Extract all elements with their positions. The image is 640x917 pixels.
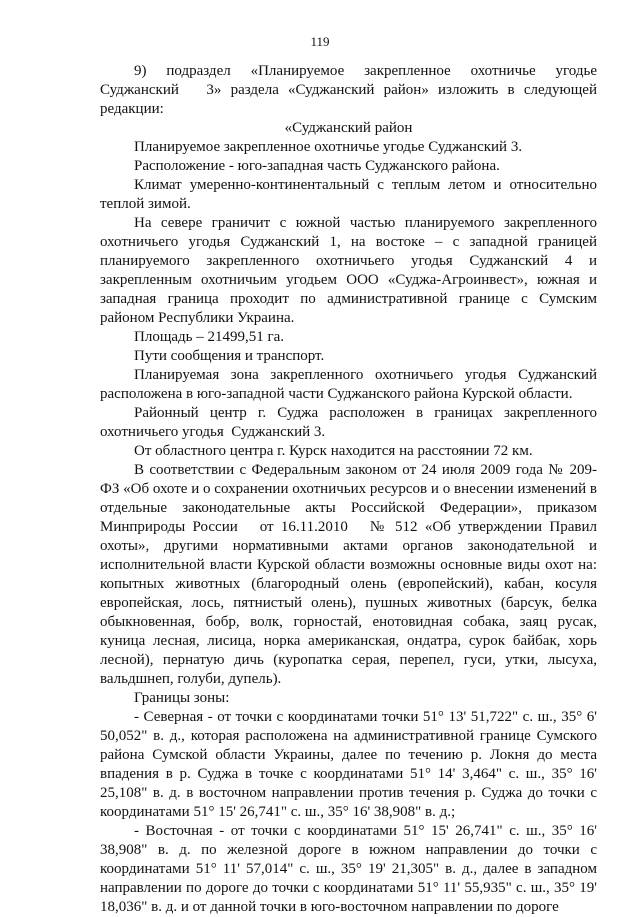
- page-number: 119: [310, 34, 330, 49]
- paragraph: На севере граничит с южной частью планируемого закрепленного охотничьего угодья Суджанский 1, на востоке – с западной границей планируемого закрепленного охотничьего угодья Суджанский 4 и закрепленным охотничьим угодьем ООО «Суджа-Агроинвест», южная и западная граница проходит по административной границе с Сумским районом Республики Украина.: [100, 215, 597, 326]
- paragraph: Климат умеренно-континентальный с теплым летом и относительно теплой зимой.: [100, 177, 597, 212]
- paragraph: Планируемое закрепленное охотничье угодье Суджанский 3.: [134, 139, 523, 155]
- paragraph: От областного центра г. Курск находится на расстоянии 72 км.: [134, 443, 533, 459]
- paragraph: 9) подраздел «Планируемое закрепленное охотничье угодье Суджанский 3» раздела «Суджанский район» изложить в следующей редакции:: [100, 63, 597, 117]
- paragraph: Пути сообщения и транспорт.: [134, 348, 325, 364]
- paragraph: Расположение - юго-западная часть Суджанского района.: [134, 158, 500, 174]
- paragraph: - Восточная - от точки с координатами 51° 15' 26,741" с. ш., 35° 16' 38,908" в. д. по железной дороге в южном направлении до точки с координатами 51° 11' 57,014" с. ш., 35° 19' 21,305" в. д., далее в западном направлении по дороге до точки с координатами 51° 11' 55,935" с. ш., 35° 19' 18,036" в. д. и от данной точки в юго-восточном направлении по дороге: [100, 823, 597, 915]
- paragraph: - Северная - от точки с координатами точки 51° 13' 51,722" с. ш., 35° 6' 50,052" в. д., которая расположена на административной границе Сумского района Сумской области Украины, далее по течению р. Локня до места впадения в р. Суджа в точке с координатами 51° 14' 3,464" с. ш., 35° 16' 25,108" в. д. в восточном направлении против течения р. Суджа до точки с координатами 51° 15' 26,741" с. ш., 35° 16' 38,908" в. д.;: [100, 709, 597, 820]
- paragraph: «Суджанский район: [284, 120, 413, 136]
- paragraph: Планируемая зона закрепленного охотничьего угодья Суджанский расположена в юго-западной части Суджанского района Курской области.: [100, 367, 597, 402]
- paragraph: Площадь – 21499,51 га.: [134, 329, 285, 345]
- paragraph: Районный центр г. Суджа расположен в границах закрепленного охотничьего угодья Суджанский 3.: [100, 405, 597, 440]
- paragraph: Границы зоны:: [134, 690, 230, 706]
- paragraph: В соответствии с Федеральным законом от 24 июля 2009 года № 209-ФЗ «Об охоте и о сохранении охотничьих ресурсов и о внесении изменений в отдельные законодательные акты Российской Федерации», приказом Минприроды России от 16.11.2010 № 512 «Об утверждении Правил охоты», другими нормативными актами органов законодательной и исполнительной власти Курской области возможны основные виды охот на: копытных животных (благородный олень (европейский), кабан, косуля европейская, лось, пятнистый олень), пушных животных (барсук, белка обыкновенная, бобр, волк, горностай, енотовидная собака, заяц русак, куница лесная, лисица, норка американская, ондатра, сурок байбак, хорь лесной), пернатую дичь (куропатка серая, перепел, гуси, утки, лысуха, вальдшнеп, голуби, дупель).: [100, 462, 597, 687]
- document-body: [100, 62, 597, 917]
